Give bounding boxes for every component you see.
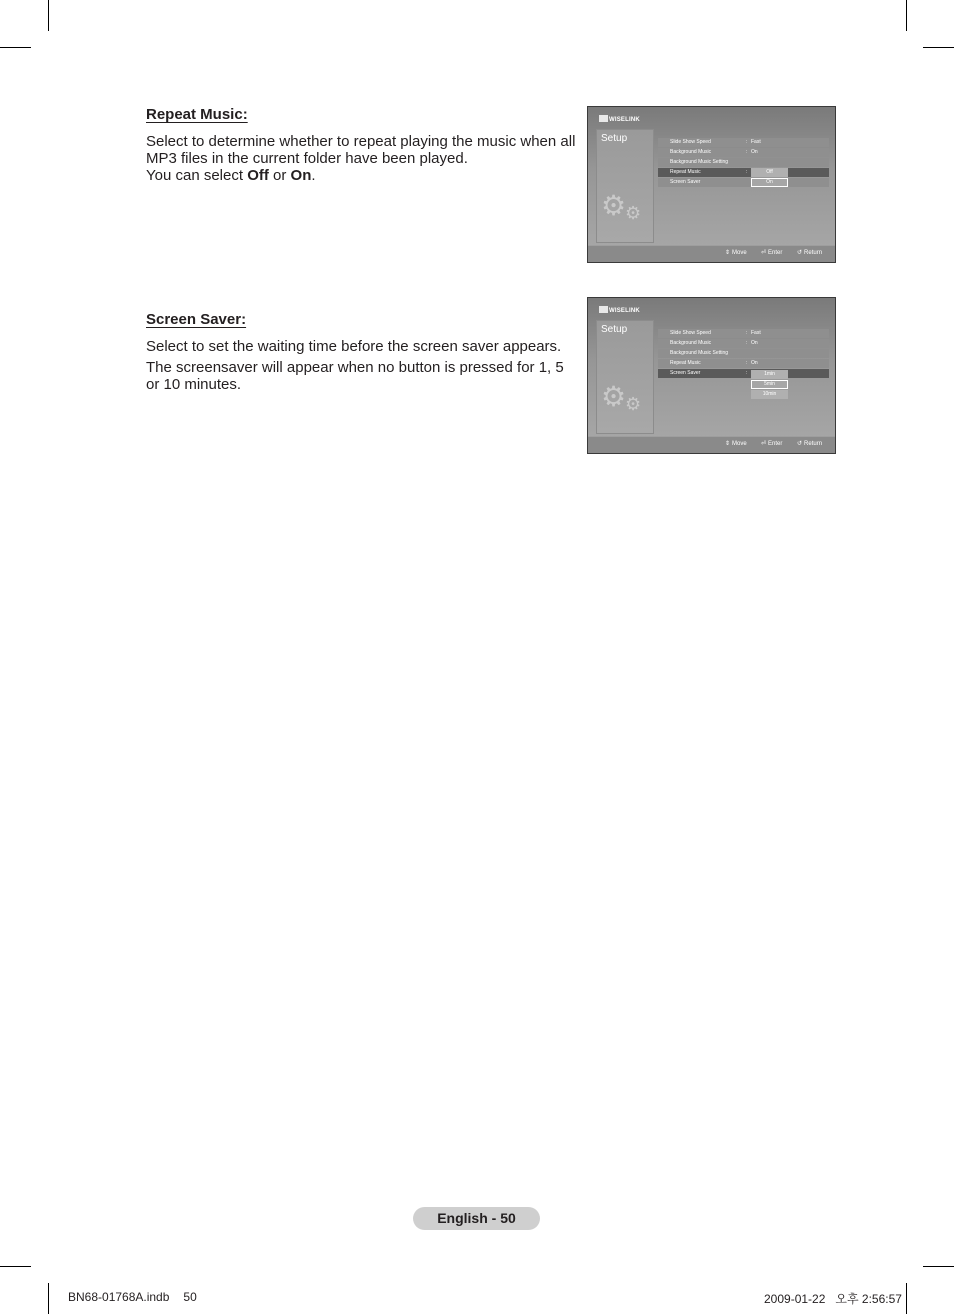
wiselink-mark-icon: [599, 306, 608, 313]
enter-hint-label: Enter: [768, 441, 783, 447]
menu-item-label: Repeat Music: [670, 169, 701, 175]
setup-menu: [658, 329, 829, 379]
enter-hint: [761, 440, 782, 447]
menu-item-label: Slide Show Speed: [670, 330, 711, 336]
wiselink-logo-text: WISELINK: [609, 117, 640, 123]
crop-mark: [906, 1283, 907, 1314]
return-hint-label: Return: [804, 441, 823, 447]
dropdown-option-10min[interactable]: 10min: [751, 390, 788, 399]
menu-item-separator: :: [746, 360, 748, 366]
gear-icon: ⚙: [625, 394, 642, 414]
menu-item-separator: :: [746, 340, 748, 346]
menu-item-label: Background Music: [670, 149, 712, 155]
setup-title: Setup: [601, 324, 628, 335]
return-icon: ↺: [797, 250, 803, 256]
crop-mark: [906, 0, 907, 31]
move-hint: [725, 440, 747, 447]
options-or: or: [268, 167, 291, 184]
repeat-music-dropdown[interactable]: [751, 168, 788, 188]
menu-item-value: On: [751, 360, 758, 366]
repeat-music-screenshot: [587, 106, 836, 263]
option-off: Off: [247, 167, 269, 184]
option-on: On: [290, 167, 312, 184]
menu-item-label: Screen Saver: [670, 370, 701, 376]
updown-arrow-icon: ⇕: [725, 441, 731, 447]
tv-hint-bar: [588, 436, 835, 453]
menu-item-value: Fast: [751, 139, 761, 145]
screen-saver-description: Select to set the waiting time before the screen saver appears.: [146, 338, 562, 355]
repeat-music-description: [146, 133, 581, 184]
enter-icon: ⏎: [761, 441, 767, 447]
return-hint: [797, 249, 822, 256]
print-file-name: BN68-01768A.indb: [68, 1290, 170, 1304]
options-period: .: [311, 167, 316, 184]
menu-item-separator: :: [746, 149, 748, 155]
return-hint-label: Return: [804, 250, 823, 256]
screen-saver-screenshot: [587, 297, 836, 454]
menu-item-separator: :: [746, 370, 748, 376]
dropdown-option-on[interactable]: On: [751, 178, 788, 187]
menu-item-label: Repeat Music: [670, 360, 701, 366]
print-timestamp: 2009-01-22 오후 2:56:57: [764, 1292, 902, 1306]
menu-item-background-music-setting[interactable]: [658, 349, 829, 358]
dropdown-option-off[interactable]: Off: [751, 168, 788, 177]
enter-hint: [761, 249, 782, 256]
wiselink-mark-icon: [599, 115, 608, 122]
menu-item-value: Fast: [751, 330, 761, 336]
repeat-music-text: Select to determine whether to repeat playing the music when all MP3 files in the current folder have been played.: [146, 133, 576, 167]
screen-saver-heading: Screen Saver:: [146, 311, 247, 328]
wiselink-logo-text: WISELINK: [609, 308, 640, 314]
enter-icon: ⏎: [761, 250, 767, 256]
dropdown-option-1min[interactable]: 1min: [751, 370, 788, 379]
crop-mark: [0, 1266, 31, 1267]
menu-item-label: Slide Show Speed: [670, 139, 711, 145]
print-file-page: 50: [183, 1290, 197, 1304]
crop-mark: [923, 47, 954, 48]
menu-item-separator: :: [746, 169, 748, 175]
return-icon: ↺: [797, 441, 803, 447]
setup-title: Setup: [601, 133, 628, 144]
crop-mark: [48, 0, 49, 31]
move-hint: [725, 249, 747, 256]
menu-item-screen-saver[interactable]: [658, 178, 829, 187]
menu-item-label: Background Music Setting: [670, 159, 729, 165]
repeat-music-heading: Repeat Music:: [146, 106, 248, 123]
tv-hint-bar: [588, 245, 835, 262]
menu-item-repeat-music[interactable]: [658, 168, 829, 177]
menu-item-value: On: [751, 149, 758, 155]
menu-item-screen-saver[interactable]: [658, 369, 829, 378]
crop-mark: [923, 1266, 954, 1267]
enter-hint-label: Enter: [768, 250, 783, 256]
return-hint: [797, 440, 822, 447]
gear-icon: ⚙: [601, 190, 627, 221]
menu-item-background-music[interactable]: [658, 148, 829, 157]
screen-saver-dropdown[interactable]: [751, 370, 788, 400]
menu-item-value: On: [751, 340, 758, 346]
setup-panel: [596, 320, 654, 434]
dropdown-option-5min[interactable]: 5min: [751, 380, 788, 389]
setup-panel: [596, 129, 654, 243]
menu-item-slide-show-speed[interactable]: [658, 138, 829, 147]
menu-item-separator: :: [746, 139, 748, 145]
wiselink-logo: [599, 115, 640, 123]
updown-arrow-icon: ⇕: [725, 250, 731, 256]
wiselink-logo: [599, 306, 640, 314]
gear-icon: ⚙: [601, 381, 627, 412]
menu-item-repeat-music[interactable]: [658, 359, 829, 368]
menu-item-separator: :: [746, 330, 748, 336]
gear-icon: ⚙: [625, 203, 642, 223]
crop-mark: [48, 1283, 49, 1314]
page-number-badge: English - 50: [413, 1207, 540, 1230]
print-file-info: [68, 1290, 197, 1304]
menu-item-label: Background Music: [670, 340, 712, 346]
setup-menu: [658, 138, 829, 188]
move-hint-label: Move: [732, 250, 747, 256]
repeat-music-options-prefix: You can select: [146, 167, 248, 184]
screen-saver-note: The screensaver will appear when no button is pressed for 1, 5 or 10 minutes.: [146, 359, 564, 393]
menu-item-label: Background Music Setting: [670, 350, 729, 356]
menu-item-background-music[interactable]: [658, 339, 829, 348]
menu-item-background-music-setting[interactable]: [658, 158, 829, 167]
menu-item-label: Screen Saver: [670, 179, 701, 185]
move-hint-label: Move: [732, 441, 747, 447]
crop-mark: [0, 47, 31, 48]
menu-item-slide-show-speed[interactable]: [658, 329, 829, 338]
